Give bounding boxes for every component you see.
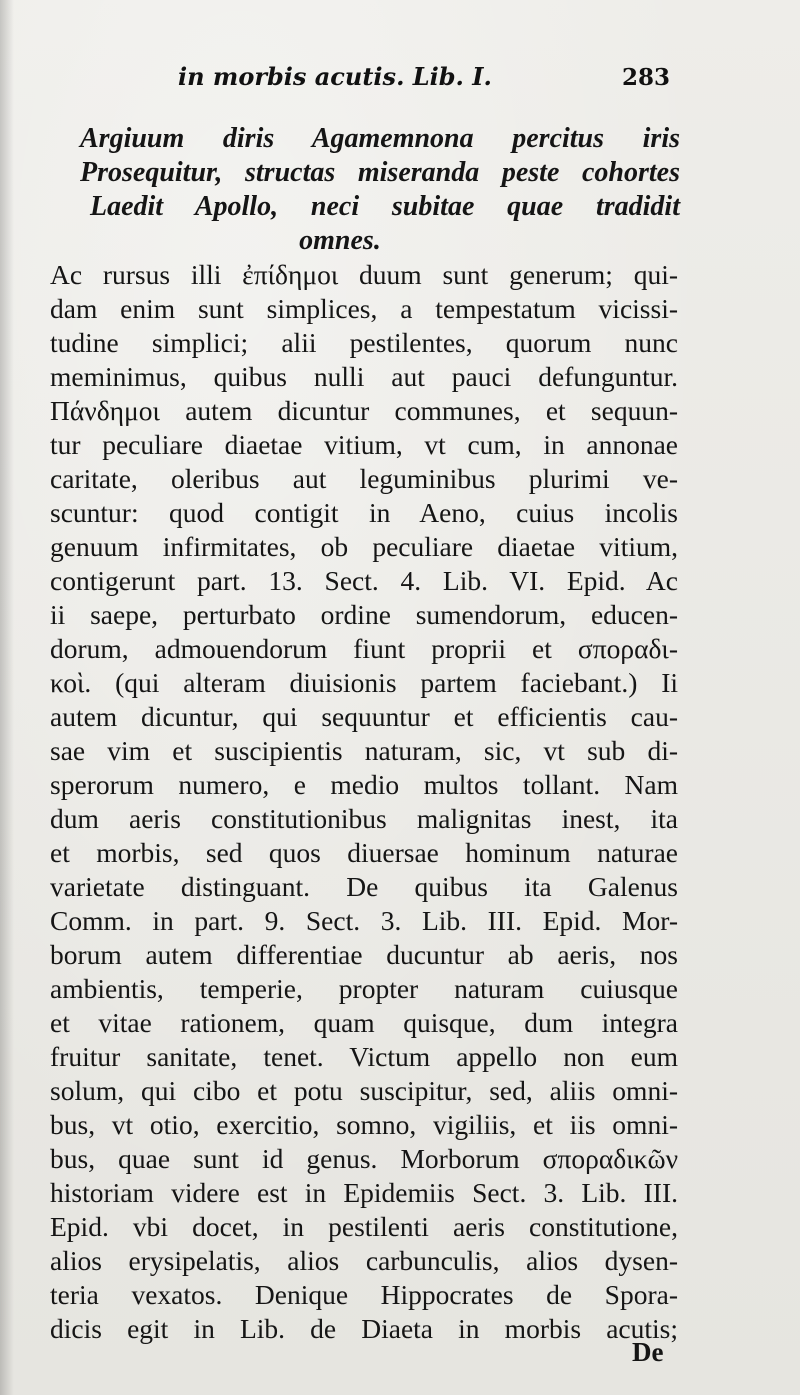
body-line: borum autem differentiae ducuntur ab aeris, nos — [50, 939, 678, 970]
body-line: meminimus, quibus nulli aut pauci defunguntur. — [50, 361, 678, 392]
body-line: solum, qui cibo et potu suscipitur, sed, aliis omni- — [50, 1075, 678, 1106]
running-title: in morbis acutis. Lib. I. — [178, 62, 492, 91]
verse-line: Laedit Apollo, neci subitae quae tradidit — [90, 191, 680, 222]
page-edge-shadow — [0, 0, 14, 1395]
body-line: dicis egit in Lib. de Diaeta in morbis acutis; — [50, 1313, 678, 1344]
body-line: Comm. in part. 9. Sect. 3. Lib. III. Epid. Mor- — [50, 905, 678, 936]
body-line: ambientis, temperie, propter naturam cuiusque — [50, 973, 678, 1004]
body-line: ii saepe, perturbato ordine sumendorum, educen- — [50, 599, 678, 630]
body-line: κοὶ. (qui alteram diuisionis partem faciebant.) Ii — [50, 667, 678, 698]
body-line: bus, quae sunt id genus. Morborum σποραδικῶν — [50, 1143, 678, 1174]
body-line: varietate distinguant. De quibus ita Galenus — [50, 871, 678, 902]
body-line: et morbis, sed quos diuersae hominum naturae — [50, 837, 678, 868]
body-line: caritate, oleribus aut leguminibus plurimi ve- — [50, 463, 678, 494]
body-line: Πάνδημοι autem dicuntur communes, et sequun- — [50, 395, 678, 426]
body-line: sperorum numero, e medio multos tollant. Nam — [50, 769, 678, 800]
verse-line: Argiuum diris Agamemnona percitus iris — [80, 123, 680, 154]
body-line: Ac rursus illi ἐπίδημοι duum sunt generum; qui- — [50, 259, 678, 290]
body-line: teria vexatos. Denique Hippocrates de Spora- — [50, 1279, 678, 1310]
body-line: tudine simplici; alii pestilentes, quorum nunc — [50, 327, 678, 358]
body-line: genuum infirmitates, ob peculiare diaetae vitium, — [50, 531, 678, 562]
body-line: historiam videre est in Epidemiis Sect. 3. Lib. III. — [50, 1177, 678, 1208]
body-line: bus, vt otio, exercitio, somno, vigiliis, et iis omni- — [50, 1109, 678, 1140]
body-line: autem dicuntur, qui sequuntur et efficientis cau- — [50, 701, 678, 732]
catchword: De — [632, 1337, 664, 1367]
body-line: dum aeris constitutionibus malignitas inest, ita — [50, 803, 678, 834]
body-line: alios erysipelatis, alios carbunculis, alios dysen- — [50, 1245, 678, 1276]
body-line: tur peculiare diaetae vitium, vt cum, in annonae — [50, 429, 678, 460]
body-line: scuntur: quod contigit in Aeno, cuius incolis — [50, 497, 678, 528]
body-line: dam enim sunt simplices, a tempestatum vicissi- — [50, 293, 678, 324]
page-number: 283 — [622, 64, 671, 91]
verse-line: Prosequitur, structas miseranda peste cohortes — [80, 157, 680, 188]
body-line: sae vim et suscipientis naturam, sic, vt sub di- — [50, 735, 678, 766]
body-line: fruitur sanitate, tenet. Victum appello non eum — [50, 1041, 678, 1072]
body-line: dorum, admouendorum fiunt proprii et σποραδι- — [50, 633, 678, 664]
body-line: Epid. vbi docet, in pestilenti aeris constitutione, — [50, 1211, 678, 1242]
body-line: contigerunt part. 13. Sect. 4. Lib. VI. Epid. Ac — [50, 565, 678, 596]
verse-line: omnes. — [299, 225, 381, 256]
body-line: et vitae rationem, quam quisque, dum integra — [50, 1007, 678, 1038]
